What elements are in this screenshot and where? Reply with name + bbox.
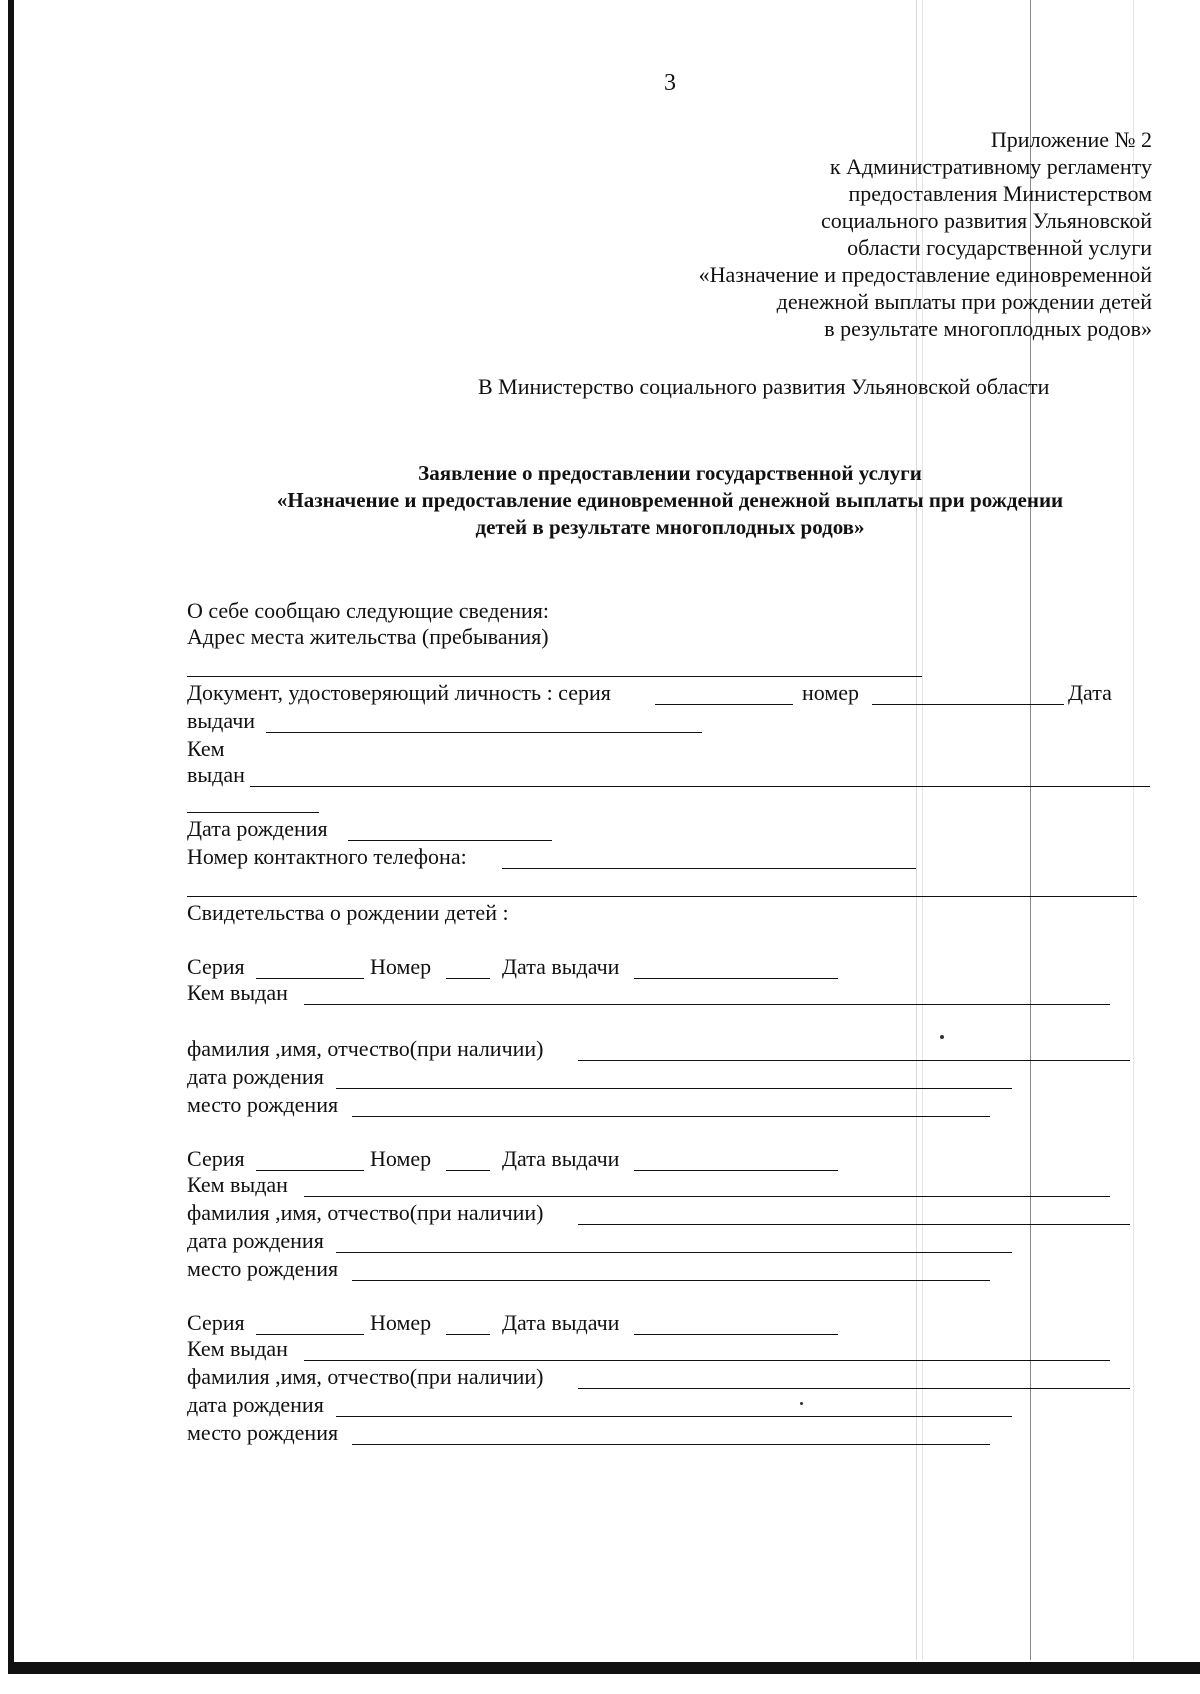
issue-date-field[interactable] [634, 1334, 838, 1335]
issue-date-field[interactable] [634, 978, 838, 979]
number-label: Номер [370, 1146, 432, 1171]
child-birth-date-label: дата рождения [187, 1064, 324, 1089]
child-birth-place-label: место рождения [187, 1256, 339, 1281]
appendix-line: «Назначение и предоставление единовременной [698, 262, 1152, 287]
number-field[interactable] [446, 978, 490, 979]
issue-date-field[interactable] [634, 1170, 838, 1171]
birth-date-label: Дата рождения [187, 816, 328, 841]
appendix-line: в результате многоплодных родов» [824, 316, 1152, 341]
issued-by-field[interactable] [304, 1004, 1110, 1005]
id-number-label: номер [802, 680, 860, 705]
issued-by-label: выдан [187, 762, 245, 787]
phone-field[interactable] [502, 868, 916, 869]
intro-text: О себе сообщаю следующие сведения: [187, 598, 550, 623]
id-number-field[interactable] [872, 704, 1064, 705]
series-label: Серия [187, 1146, 245, 1171]
child-name-label: фамилия ,имя, отчество(при наличии) [187, 1036, 544, 1061]
addressee: В Министерство социального развития Ульяновской области [478, 374, 1050, 399]
id-date-label: Дата [1068, 680, 1112, 705]
issued-by-field[interactable] [304, 1360, 1110, 1361]
child-birth-date-field[interactable] [336, 1088, 1012, 1089]
number-field[interactable] [446, 1334, 490, 1335]
number-label: Номер [370, 1310, 432, 1335]
form-title-line: детей в результате многоплодных родов» [475, 515, 865, 539]
issued-by-field[interactable] [304, 1196, 1110, 1197]
series-label: Серия [187, 1310, 245, 1335]
appendix-line: денежной выплаты при рождении детей [776, 289, 1152, 314]
appendix-line: предоставления Министерством [848, 181, 1152, 206]
child-name-label: фамилия ,имя, отчество(при наличии) [187, 1200, 544, 1225]
number-field[interactable] [446, 1170, 490, 1171]
issued-by-label: Кем выдан [187, 1172, 288, 1197]
child-birth-place-field[interactable] [352, 1444, 990, 1445]
child-name-field[interactable] [578, 1388, 1130, 1389]
issued-by-field[interactable] [250, 786, 1150, 787]
id-document-label: Документ, удостоверяющий личность : серия [187, 680, 611, 705]
id-series-field[interactable] [655, 704, 793, 705]
phone-field-continued[interactable] [187, 896, 1137, 897]
child-birth-date-label: дата рождения [187, 1392, 324, 1417]
child-birth-date-field[interactable] [336, 1416, 1012, 1417]
series-field[interactable] [256, 978, 364, 979]
issue-label: выдачи [187, 708, 256, 733]
issued-by-label: Кем [187, 736, 225, 761]
form-title-line: «Назначение и предоставление единовременной денежной выплаты при рождении [276, 488, 1064, 512]
address-label: Адрес места жительства (пребывания) [187, 624, 549, 649]
series-field[interactable] [256, 1170, 364, 1171]
issue-date-label: Дата выдачи [502, 1310, 620, 1335]
child-name-field[interactable] [578, 1224, 1130, 1225]
address-field[interactable] [187, 676, 922, 677]
child-birth-place-field[interactable] [352, 1116, 990, 1117]
birth-date-field[interactable] [348, 840, 552, 841]
number-label: Номер [370, 954, 432, 979]
appendix-line: социального развития Ульяновской [820, 208, 1152, 233]
child-birth-date-field[interactable] [336, 1252, 1012, 1253]
issue-date-field[interactable] [266, 732, 702, 733]
issued-by-label: Кем выдан [187, 980, 288, 1005]
issued-by-label: Кем выдан [187, 1336, 288, 1361]
form-title-line: Заявление о предоставлении государственной услуги [418, 461, 922, 485]
appendix-line: к Административному регламенту [829, 154, 1152, 179]
issue-date-label: Дата выдачи [502, 954, 620, 979]
issued-by-field-continued[interactable] [187, 812, 319, 813]
phone-label: Номер контактного телефона: [187, 844, 467, 869]
scan-edge-bottom [8, 1662, 1200, 1674]
child-name-field[interactable] [578, 1060, 1130, 1061]
child-birth-place-label: место рождения [187, 1420, 339, 1445]
scan-speck [800, 1402, 803, 1405]
child-birth-place-field[interactable] [352, 1280, 990, 1281]
child-birth-place-label: место рождения [187, 1092, 339, 1117]
scan-speck [940, 1035, 944, 1039]
appendix-line: области государственной услуги [847, 235, 1152, 260]
issue-date-label: Дата выдачи [502, 1146, 620, 1171]
series-label: Серия [187, 954, 245, 979]
page-number: 3 [664, 70, 676, 96]
certificates-header: Свидетельства о рождении детей : [187, 900, 509, 925]
child-name-label: фамилия ,имя, отчество(при наличии) [187, 1364, 544, 1389]
appendix-line: Приложение № 2 [990, 127, 1152, 152]
series-field[interactable] [256, 1334, 364, 1335]
scan-edge-left [8, 0, 14, 1668]
child-birth-date-label: дата рождения [187, 1228, 324, 1253]
